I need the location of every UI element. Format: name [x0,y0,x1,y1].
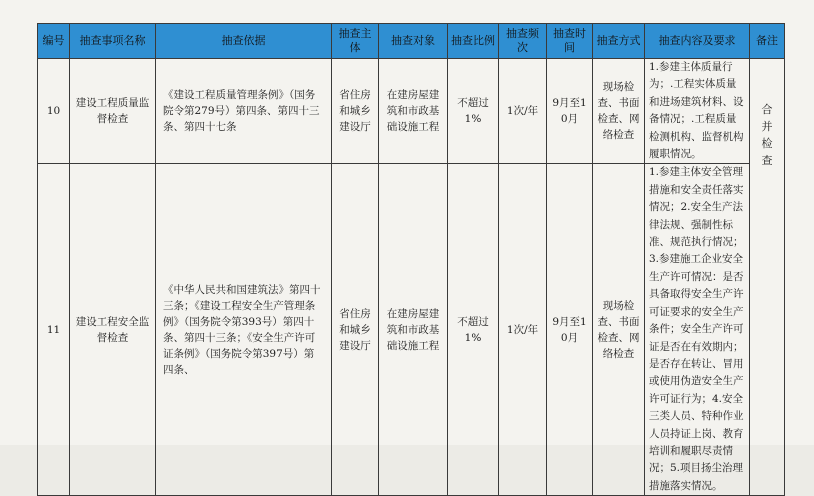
header-content: 抽查内容及要求 [645,24,750,59]
note-text: 合并检查 [761,103,773,167]
table-row [38,59,785,164]
cell-content: 1.参建主体质量行为；.工程实体质量和进场建筑材料、设备情况；.工程质量检测机构、监督机构履职情况。 [645,59,750,164]
cell-content: 1.参建主体安全管理措施和安全责任落实情况；2.安全生产法律法规、强制性标准、规范执行情况；3.参建施工企业安全生产许可情况：是否具备取得安全生产许可证要求的安全生产条件；安全生产许可证是否在有效期内；是否存在转让、冒用或使用伪造安全生产许可证行为；4.安全三类人员、特种作业人员持证上岗、教育培训和履职尽责情况；5.项目扬尘治理措施落实情况。 [645,164,750,496]
cell-ratio: 不超过1% [448,164,499,496]
inspection-table [37,23,785,496]
cell-basis: 《中华人民共和国建筑法》第四十三条；《建设工程安全生产管理条例》（国务院令第393号）第四十条、第四十三条；《安全生产许可证条例》（国务院令第397号）第四条、 [156,164,332,496]
table-row [38,164,785,496]
cell-frequency: 1次/年 [499,164,547,496]
cell-ratio: 不超过1% [448,59,499,164]
header-object: 抽查对象 [379,24,448,59]
cell-subject: 省住房和城乡建设厅 [332,164,379,496]
header-ratio: 抽查比例 [448,24,499,59]
cell-note [750,59,785,496]
header-basis: 抽查依据 [156,24,332,59]
cell-method: 现场检查、书面检查、网络检查 [593,164,645,496]
header-method: 抽查方式 [593,24,645,59]
header-no: 编号 [38,24,70,59]
cell-no: 11 [38,164,70,496]
cell-object: 在建房屋建筑和市政基础设施工程 [379,164,448,496]
cell-subject: 省住房和城乡建设厅 [332,59,379,164]
header-row [38,24,785,59]
cell-name: 建设工程安全监督检查 [70,164,156,496]
cell-name: 建设工程质量监督检查 [70,59,156,164]
header-time: 抽查时间 [547,24,593,59]
cell-no: 10 [38,59,70,164]
cell-time: 9月至10月 [547,59,593,164]
cell-object: 在建房屋建筑和市政基础设施工程 [379,59,448,164]
cell-method: 现场检查、书面检查、网络检查 [593,59,645,164]
header-frequency: 抽查频次 [499,24,547,59]
header-subject: 抽查主体 [332,24,379,59]
header-note: 备注 [750,24,785,59]
header-name: 抽查事项名称 [70,24,156,59]
cell-basis: 《建设工程质量管理条例》（国务院令第279号）第四条、第四十三条、第四十七条 [156,59,332,164]
cell-time: 9月至10月 [547,164,593,496]
cell-frequency: 1次/年 [499,59,547,164]
